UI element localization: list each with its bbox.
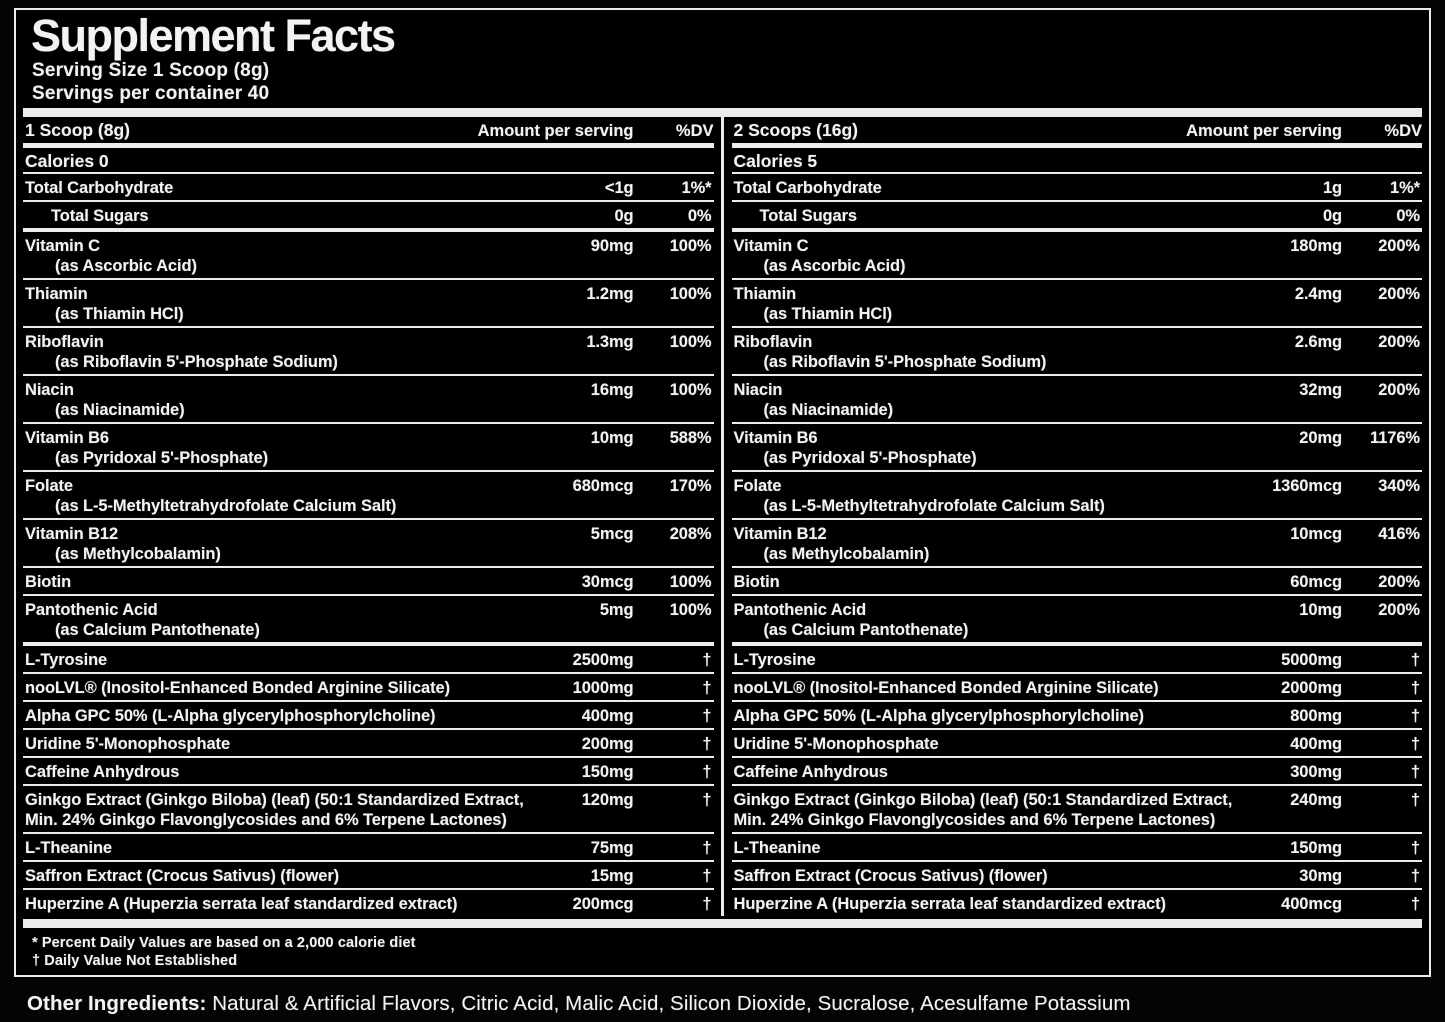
nutrient-amount: 15mg bbox=[590, 867, 634, 885]
nutrient-name: Huperzine A (Huperzia serrata leaf standardized extract) bbox=[25, 895, 458, 913]
nutrient-amount: 5000mg bbox=[1281, 651, 1342, 669]
panel-1-scoop bbox=[23, 117, 721, 916]
nutrient-name: Vitamin B6 bbox=[733, 429, 818, 447]
nutrient-amount: 0g bbox=[1322, 207, 1342, 225]
scoop-size-label: 2 Scoops (16g) bbox=[733, 120, 858, 140]
nutrient-dv: 200% bbox=[1378, 381, 1420, 399]
nutrient-source: (as Thiamin HCl) bbox=[55, 305, 184, 323]
nutrient-name: Folate bbox=[25, 477, 73, 495]
nutrient-row bbox=[23, 702, 714, 730]
nutrient-row bbox=[23, 424, 714, 472]
nutrient-rows bbox=[23, 174, 714, 916]
nutrient-name: Thiamin bbox=[25, 285, 88, 303]
nutrient-amount: 2000mg bbox=[1281, 679, 1342, 697]
nutrient-name: L-Theanine bbox=[733, 839, 821, 857]
nutrient-name: Biotin bbox=[25, 573, 72, 591]
nutrient-row bbox=[23, 890, 714, 916]
nutrient-row bbox=[732, 280, 1423, 328]
nutrient-dv: 200% bbox=[1378, 237, 1420, 255]
nutrient-name: Ginkgo Extract (Ginkgo Biloba) (leaf) (50:1 Standardized Extract, Min. 24% Ginkgo Flavonglycosides and 6% Terpene Lactones) bbox=[733, 791, 1233, 829]
nutrient-row bbox=[732, 758, 1423, 786]
nutrient-name: Niacin bbox=[733, 381, 783, 399]
footnotes bbox=[23, 928, 1422, 975]
nutrient-name: Biotin bbox=[733, 573, 780, 591]
nutrient-source: (as Calcium Pantothenate) bbox=[763, 621, 969, 639]
nutrient-dv: 100% bbox=[669, 573, 712, 591]
nutrient-dv: † bbox=[702, 735, 712, 753]
bottom-section-divider-bar bbox=[23, 919, 1422, 928]
nutrient-dv: † bbox=[1410, 895, 1420, 913]
nutrient-row bbox=[23, 646, 714, 674]
nutrient-name: Vitamin B12 bbox=[733, 525, 827, 543]
nutrient-name: nooLVL® (Inositol-Enhanced Bonded Arginine Silicate) bbox=[25, 679, 450, 697]
nutrient-row bbox=[732, 702, 1423, 730]
nutrient-amount: 75mg bbox=[590, 839, 634, 857]
nutrient-name: Vitamin C bbox=[733, 237, 809, 255]
top-section-divider-bar bbox=[23, 108, 1422, 117]
nutrient-dv: 1%* bbox=[1390, 179, 1420, 197]
nutrient-amount: 60mcg bbox=[1290, 573, 1342, 591]
nutrient-name: Vitamin C bbox=[25, 237, 100, 255]
nutrient-amount: 90mg bbox=[590, 237, 634, 255]
nutrient-name: Saffron Extract (Crocus Sativus) (flower) bbox=[733, 867, 1048, 885]
nutrient-row bbox=[732, 674, 1423, 702]
nutrient-name: Thiamin bbox=[733, 285, 797, 303]
nutrient-dv: 416% bbox=[1378, 525, 1420, 543]
nutrient-amount: 1360mcg bbox=[1272, 477, 1342, 495]
nutrient-dv: † bbox=[702, 679, 712, 697]
nutrient-amount: 400mg bbox=[581, 707, 634, 725]
nutrient-dv: 100% bbox=[669, 237, 712, 255]
nutrient-amount: 5mcg bbox=[590, 525, 634, 543]
nutrient-dv: 0% bbox=[1396, 207, 1420, 225]
nutrient-name: Pantothenic Acid bbox=[25, 601, 158, 619]
nutrient-amount: 1000mg bbox=[572, 679, 634, 697]
nutrient-name: Alpha GPC 50% (L-Alpha glycerylphosphorylcholine) bbox=[733, 707, 1144, 725]
nutrient-name: Total Sugars bbox=[51, 207, 149, 225]
nutrient-row bbox=[732, 202, 1423, 232]
nutrient-source: (as Ascorbic Acid) bbox=[55, 257, 197, 275]
nutrient-row bbox=[23, 596, 714, 646]
nutrient-amount: 150mg bbox=[581, 763, 634, 781]
nutrient-name: Uridine 5'-Monophosphate bbox=[25, 735, 231, 753]
calories-row: Calories 0 bbox=[23, 148, 714, 174]
dv-not-established-footnote: † Daily Value Not Established bbox=[32, 953, 238, 969]
nutrient-dv: 170% bbox=[669, 477, 712, 495]
nutrient-amount: 1g bbox=[1322, 179, 1342, 197]
nutrient-row bbox=[23, 174, 714, 202]
nutrient-row bbox=[23, 758, 714, 786]
nutrient-name: L-Tyrosine bbox=[733, 651, 816, 669]
nutrient-dv: † bbox=[1410, 679, 1420, 697]
scoop-size-label: 1 Scoop (8g) bbox=[25, 120, 131, 140]
nutrient-source: (as Riboflavin 5'-Phosphate Sodium) bbox=[763, 353, 1047, 371]
nutrient-name: L-Tyrosine bbox=[25, 651, 108, 669]
nutrient-dv: † bbox=[1410, 707, 1420, 725]
serving-size-text: Serving Size 1 Scoop (8g) bbox=[32, 60, 270, 81]
nutrient-dv: 1%* bbox=[681, 179, 712, 197]
nutrient-amount: 2.6mg bbox=[1294, 333, 1342, 351]
servings-per-container-text: Servings per container 40 bbox=[32, 83, 270, 104]
nutrient-dv: 100% bbox=[669, 601, 712, 619]
nutrient-dv: 200% bbox=[1378, 333, 1420, 351]
nutrient-source: (as Methylcobalamin) bbox=[763, 545, 930, 563]
nutrient-name: Huperzine A (Huperzia serrata leaf standardized extract) bbox=[733, 895, 1166, 913]
nutrient-row bbox=[23, 786, 714, 834]
nutrient-amount: 180mg bbox=[1290, 237, 1342, 255]
percent-dv-header: %DV bbox=[675, 122, 714, 140]
panel-2-scoops bbox=[721, 117, 1423, 916]
other-ingredients bbox=[27, 992, 1131, 1016]
nutrient-row bbox=[23, 730, 714, 758]
nutrient-amount: 1.2mg bbox=[586, 285, 634, 303]
nutrient-row bbox=[23, 834, 714, 862]
nutrient-name: Uridine 5'-Monophosphate bbox=[733, 735, 939, 753]
nutrient-amount: 10mcg bbox=[1290, 525, 1342, 543]
nutrient-row bbox=[732, 646, 1423, 674]
nutrient-source: (as Ascorbic Acid) bbox=[763, 257, 906, 275]
nutrient-amount: 400mg bbox=[1290, 735, 1342, 753]
nutrient-rows bbox=[732, 174, 1423, 916]
nutrient-dv: † bbox=[702, 651, 712, 669]
nutrient-amount: 2500mg bbox=[572, 651, 634, 669]
nutrient-amount: 200mcg bbox=[572, 895, 634, 913]
nutrient-row bbox=[732, 376, 1423, 424]
nutrient-amount: 10mg bbox=[1299, 601, 1342, 619]
other-ingredients-list: Natural & Artificial Flavors, Citric Acid, Malic Acid, Silicon Dioxide, Sucralose, Acesulfame Potassium bbox=[206, 992, 1131, 1015]
nutrient-row bbox=[732, 424, 1423, 472]
nutrient-row bbox=[732, 174, 1423, 202]
nutrient-amount: <1g bbox=[604, 179, 634, 197]
nutrient-dv: 200% bbox=[1378, 573, 1420, 591]
nutrient-dv: † bbox=[702, 839, 712, 857]
nutrient-name: Total Sugars bbox=[759, 207, 858, 225]
nutrient-name: L-Theanine bbox=[25, 839, 113, 857]
nutrient-dv: † bbox=[1410, 839, 1420, 857]
serving-panels bbox=[23, 117, 1422, 916]
nutrient-amount: 32mg bbox=[1299, 381, 1342, 399]
nutrient-source: (as Riboflavin 5'-Phosphate Sodium) bbox=[55, 353, 338, 371]
nutrient-dv: † bbox=[1410, 651, 1420, 669]
nutrient-dv: 100% bbox=[669, 333, 712, 351]
nutrient-name: nooLVL® (Inositol-Enhanced Bonded Arginine Silicate) bbox=[733, 679, 1159, 697]
nutrient-source: (as Calcium Pantothenate) bbox=[55, 621, 260, 639]
nutrient-source: (as Niacinamide) bbox=[55, 401, 185, 419]
nutrient-name: Vitamin B6 bbox=[25, 429, 109, 447]
nutrient-dv: 1176% bbox=[1370, 429, 1420, 447]
supplement-facts-box bbox=[14, 8, 1431, 977]
nutrient-row bbox=[23, 232, 714, 280]
nutrient-dv: † bbox=[702, 867, 712, 885]
nutrient-row bbox=[732, 232, 1423, 280]
nutrient-amount: 0g bbox=[614, 207, 634, 225]
nutrient-row bbox=[23, 674, 714, 702]
supplement-facts-title: Supplement Facts bbox=[31, 10, 395, 61]
nutrient-amount: 680mcg bbox=[572, 477, 634, 495]
nutrient-row bbox=[23, 568, 714, 596]
nutrient-row bbox=[23, 280, 714, 328]
nutrient-source: (as Pyridoxal 5'-Phosphate) bbox=[763, 449, 977, 467]
nutrient-row bbox=[23, 328, 714, 376]
nutrient-amount: 200mg bbox=[581, 735, 634, 753]
nutrient-name: Niacin bbox=[25, 381, 74, 399]
nutrient-amount: 800mg bbox=[1290, 707, 1342, 725]
nutrient-dv: 340% bbox=[1378, 477, 1420, 495]
nutrient-name: Saffron Extract (Crocus Sativus) (flower) bbox=[25, 867, 340, 885]
amount-per-serving-header: Amount per serving bbox=[1186, 122, 1342, 140]
nutrient-dv: † bbox=[702, 707, 712, 725]
nutrient-row bbox=[732, 730, 1423, 758]
nutrient-name: Riboflavin bbox=[25, 333, 104, 351]
nutrient-row bbox=[732, 472, 1423, 520]
nutrient-dv: 200% bbox=[1378, 285, 1420, 303]
nutrient-dv: † bbox=[702, 791, 712, 809]
nutrient-amount: 5mg bbox=[599, 601, 634, 619]
nutrient-amount: 30mcg bbox=[581, 573, 634, 591]
calories-row: Calories 5 bbox=[732, 148, 1423, 174]
nutrient-name: Riboflavin bbox=[733, 333, 813, 351]
nutrient-row bbox=[732, 890, 1423, 916]
nutrient-amount: 240mg bbox=[1290, 791, 1342, 809]
nutrient-amount: 10mg bbox=[590, 429, 634, 447]
column-header-row bbox=[23, 117, 714, 143]
nutrient-dv: † bbox=[1410, 735, 1420, 753]
other-ingredients-label: Other Ingredients: bbox=[27, 992, 207, 1015]
nutrient-dv: 100% bbox=[669, 381, 712, 399]
nutrient-dv: † bbox=[1410, 867, 1420, 885]
nutrient-row bbox=[732, 596, 1423, 646]
nutrient-row bbox=[23, 202, 714, 232]
nutrient-row bbox=[23, 472, 714, 520]
nutrient-amount: 150mg bbox=[1290, 839, 1342, 857]
nutrient-name: Ginkgo Extract (Ginkgo Biloba) (leaf) (50:1 Standardized Extract, Min. 24% Ginkgo Flavonglycosides and 6% Terpene Lactones) bbox=[25, 791, 524, 829]
nutrient-name: Total Carbohydrate bbox=[25, 179, 174, 197]
nutrient-name: Caffeine Anhydrous bbox=[25, 763, 180, 781]
amount-per-serving-header: Amount per serving bbox=[477, 122, 634, 140]
nutrient-amount: 16mg bbox=[590, 381, 634, 399]
nutrient-dv: 208% bbox=[669, 525, 712, 543]
nutrient-dv: † bbox=[1410, 791, 1420, 809]
nutrient-name: Pantothenic Acid bbox=[733, 601, 867, 619]
nutrient-name: Alpha GPC 50% (L-Alpha glycerylphosphorylcholine) bbox=[25, 707, 436, 725]
nutrient-amount: 300mg bbox=[1290, 763, 1342, 781]
nutrient-row bbox=[732, 328, 1423, 376]
nutrient-dv: † bbox=[702, 895, 712, 913]
nutrient-row bbox=[23, 862, 714, 890]
nutrient-row bbox=[23, 376, 714, 424]
nutrient-source: (as Thiamin HCl) bbox=[763, 305, 893, 323]
nutrient-row bbox=[732, 834, 1423, 862]
percent-dv-header: %DV bbox=[1384, 122, 1422, 140]
nutrient-amount: 400mcg bbox=[1281, 895, 1342, 913]
nutrient-source: (as Pyridoxal 5'-Phosphate) bbox=[55, 449, 269, 467]
nutrient-name: Total Carbohydrate bbox=[733, 179, 882, 197]
nutrient-amount: 30mg bbox=[1299, 867, 1342, 885]
nutrient-name: Folate bbox=[733, 477, 782, 495]
nutrient-name: Vitamin B12 bbox=[25, 525, 119, 543]
nutrient-dv: † bbox=[702, 763, 712, 781]
nutrient-dv: 100% bbox=[669, 285, 712, 303]
nutrient-dv: 0% bbox=[687, 207, 712, 225]
nutrient-source: (as L-5-Methyltetrahydrofolate Calcium Salt) bbox=[763, 497, 1105, 515]
nutrient-amount: 1.3mg bbox=[586, 333, 634, 351]
nutrient-name: Caffeine Anhydrous bbox=[733, 763, 888, 781]
column-header-row bbox=[732, 117, 1423, 143]
nutrient-row bbox=[732, 786, 1423, 834]
nutrient-row bbox=[732, 862, 1423, 890]
nutrient-dv: 588% bbox=[669, 429, 712, 447]
nutrient-source: (as Niacinamide) bbox=[763, 401, 894, 419]
nutrient-source: (as Methylcobalamin) bbox=[55, 545, 221, 563]
nutrient-amount: 20mg bbox=[1299, 429, 1342, 447]
percent-dv-footnote: * Percent Daily Values are based on a 2,000 calorie diet bbox=[32, 935, 416, 951]
nutrient-amount: 120mg bbox=[581, 791, 634, 809]
nutrient-dv: 200% bbox=[1378, 601, 1420, 619]
nutrient-row bbox=[732, 520, 1423, 568]
nutrient-amount: 2.4mg bbox=[1294, 285, 1342, 303]
nutrient-row bbox=[23, 520, 714, 568]
nutrient-source: (as L-5-Methyltetrahydrofolate Calcium Salt) bbox=[55, 497, 397, 515]
nutrient-dv: † bbox=[1410, 763, 1420, 781]
nutrient-row bbox=[732, 568, 1423, 596]
